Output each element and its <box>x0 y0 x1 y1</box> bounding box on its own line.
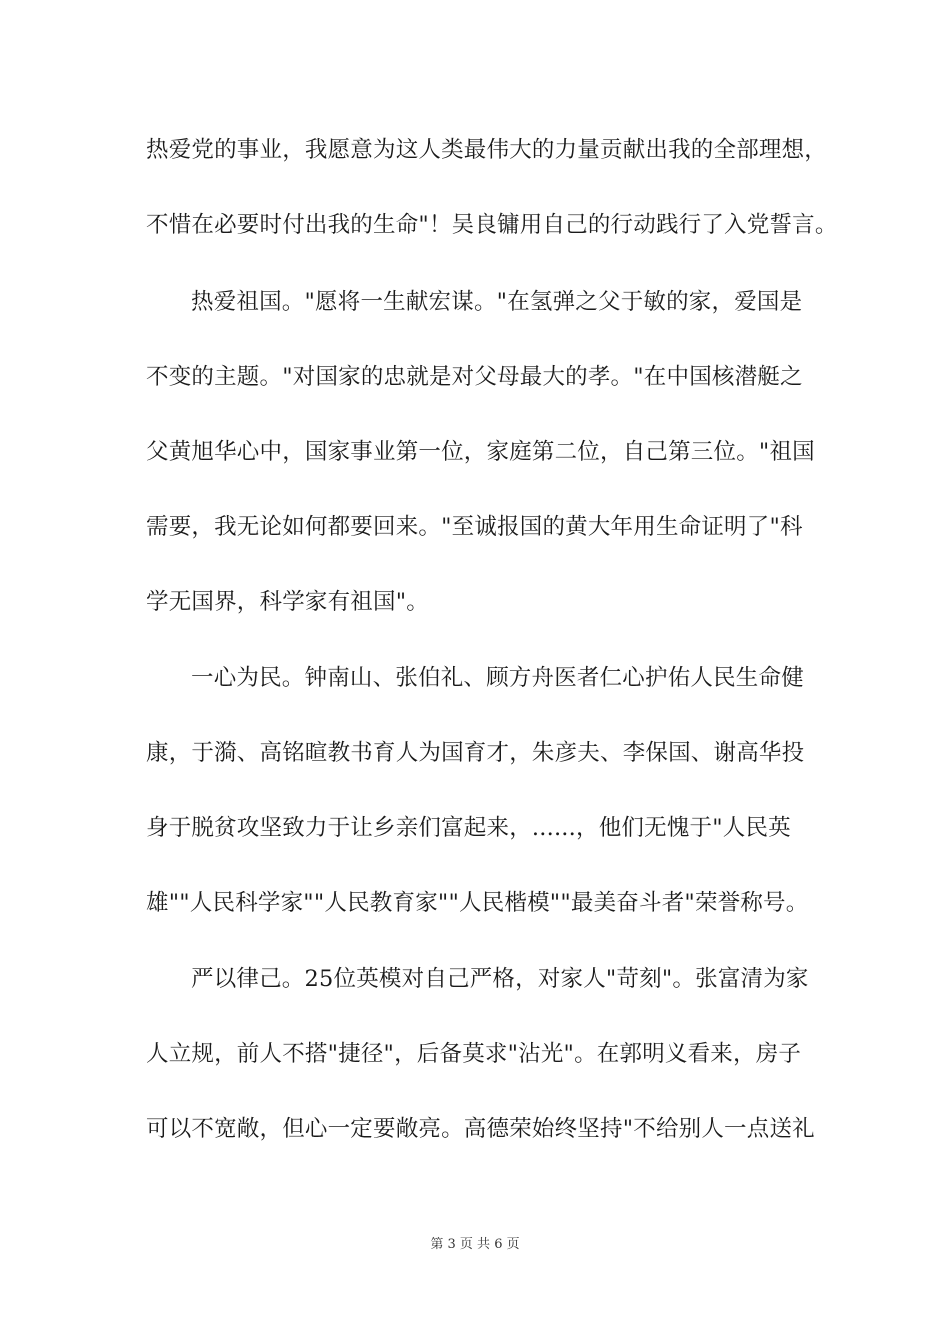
text-line-2: 不惜在必要时付出我的生命"！吴良镛用自己的行动践行了入党誓言。 <box>146 212 838 238</box>
paragraph-discipline-start: 严以律己。25位英模对自己严格，对家人"苛刻"。张富清为家 <box>191 966 809 992</box>
text-line-9: 康，于漪、高铭暄教书育人为国育才，朱彦夫、李保国、谢高华投 <box>146 740 805 766</box>
text-line-5: 父黄旭华心中，国家事业第一位，家庭第二位，自己第三位。"祖国 <box>146 439 815 465</box>
text-line-11: 雄""人民科学家""人民教育家""人民楷模""最美奋斗者"荣誉称号。 <box>146 890 809 916</box>
text-line-10: 身于脱贫攻坚致力于让乡亲们富起来，......，他们无愧于"人民英 <box>146 815 791 841</box>
page-number-footer: 第 3 页 共 6 页 <box>430 1237 520 1252</box>
text-line-4: 不变的主题。"对国家的忠就是对父母最大的孝。"在中国核潜艇之 <box>146 364 803 390</box>
text-line-7: 学无国界，科学家有祖国"。 <box>146 589 429 615</box>
text-line-6: 需要，我无论如何都要回来。"至诚报国的黄大年用生命证明了"科 <box>146 514 803 540</box>
paragraph-patriotism-start: 热爱祖国。"愿将一生献宏谋。"在氢弹之父于敏的家，爱国是 <box>191 289 803 315</box>
text-line-1: 热爱党的事业，我愿意为这人类最伟大的力量贡献出我的全部理想， <box>146 137 828 163</box>
text-line-13: 人立规，前人不搭"捷径"，后备莫求"沾光"。在郭明义看来，房子 <box>146 1041 802 1067</box>
text-line-14: 可以不宽敞，但心一定要敞亮。高德荣始终坚持"不给别人一点送礼 <box>146 1116 815 1142</box>
paragraph-people-start: 一心为民。钟南山、张伯礼、顾方舟医者仁心护佑人民生命健 <box>191 665 804 691</box>
